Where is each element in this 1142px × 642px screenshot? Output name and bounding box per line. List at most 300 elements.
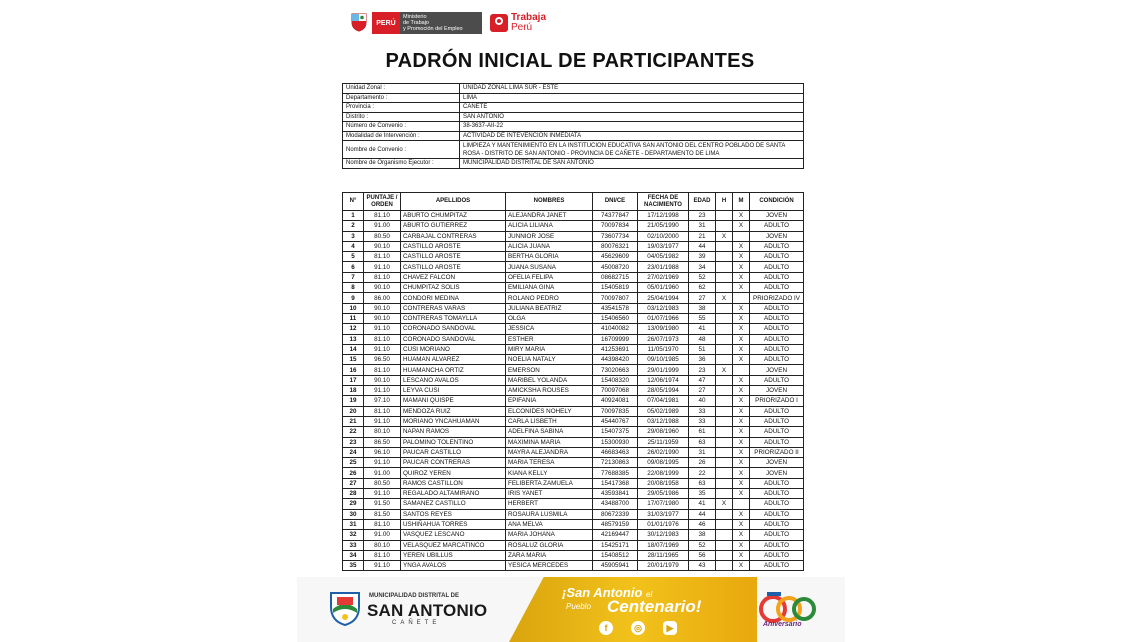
table-cell: 29/01/1999 bbox=[638, 365, 689, 375]
table-cell: MORIANO YNCAHUAMAN bbox=[401, 416, 506, 426]
table-cell bbox=[733, 499, 750, 509]
table-cell: X bbox=[733, 252, 750, 262]
table-cell: 08682715 bbox=[593, 272, 638, 282]
table-cell: 81.10 bbox=[364, 252, 401, 262]
table-cell bbox=[716, 344, 733, 354]
table-cell: 45629609 bbox=[593, 252, 638, 262]
table-cell: 81.10 bbox=[364, 519, 401, 529]
municipality-shield-icon bbox=[327, 589, 363, 627]
table-row bbox=[343, 283, 804, 293]
table-cell: ELCONIDES NOHELY bbox=[506, 406, 593, 416]
municipality-small-text: MUNICIPALIDAD DISTRITAL DE bbox=[369, 593, 459, 599]
table-cell: X bbox=[733, 550, 750, 560]
facebook-icon[interactable]: f bbox=[599, 621, 613, 635]
table-cell: 45905941 bbox=[593, 561, 638, 571]
table-cell: 80.10 bbox=[364, 540, 401, 550]
table-row bbox=[343, 447, 804, 457]
table-cell: 31 bbox=[689, 221, 716, 231]
table-cell bbox=[716, 313, 733, 323]
table-row bbox=[343, 231, 804, 241]
convenio-info-table bbox=[342, 83, 804, 169]
table-cell: CARBAJAL CONTRERAS bbox=[401, 231, 506, 241]
table-cell: ADULTO bbox=[750, 262, 804, 272]
table-row bbox=[343, 221, 804, 231]
table-cell: CHUMPITAZ SOLIS bbox=[401, 283, 506, 293]
table-cell: X bbox=[733, 416, 750, 426]
table-cell: 3 bbox=[343, 231, 364, 241]
table-cell: JOVEN bbox=[750, 468, 804, 478]
trabaja-line-1: Trabaja bbox=[511, 12, 547, 23]
table-cell: 38 bbox=[689, 530, 716, 540]
table-cell: CASTILLO AROSTE bbox=[401, 241, 506, 251]
table-cell: HUAMAN ALVAREZ bbox=[401, 355, 506, 365]
header-logos bbox=[348, 8, 808, 42]
table-cell: 90.10 bbox=[364, 313, 401, 323]
table-cell: 6 bbox=[343, 262, 364, 272]
table-cell: 80.50 bbox=[364, 478, 401, 488]
table-cell: 41253691 bbox=[593, 344, 638, 354]
table-cell: VELASQUEZ MARCATINCO bbox=[401, 540, 506, 550]
column-header: H bbox=[716, 193, 733, 211]
table-cell: 51 bbox=[689, 344, 716, 354]
table-cell: 91.10 bbox=[364, 386, 401, 396]
ministry-label bbox=[400, 12, 482, 34]
table-cell: X bbox=[733, 355, 750, 365]
table-cell: MAXIMINA MARIA bbox=[506, 437, 593, 447]
table-cell: PRIORIZADO II bbox=[750, 447, 804, 457]
table-cell: 81.10 bbox=[364, 272, 401, 282]
table-cell: 86.50 bbox=[364, 437, 401, 447]
table-cell: 41 bbox=[689, 499, 716, 509]
table-cell: 01/07/1966 bbox=[638, 313, 689, 323]
table-cell: HUAMANCHA ORTIZ bbox=[401, 365, 506, 375]
table-cell: 11 bbox=[343, 313, 364, 323]
info-row bbox=[343, 112, 804, 122]
table-cell: X bbox=[733, 519, 750, 529]
table-cell: 13 bbox=[343, 334, 364, 344]
table-cell: 33 bbox=[343, 540, 364, 550]
column-header: APELLIDOS bbox=[401, 193, 506, 211]
table-cell: X bbox=[733, 262, 750, 272]
table-cell: ZARA MARIA bbox=[506, 550, 593, 560]
table-cell: 8 bbox=[343, 283, 364, 293]
table-cell: 5 bbox=[343, 252, 364, 262]
table-cell: 81.50 bbox=[364, 509, 401, 519]
table-cell: 47 bbox=[689, 375, 716, 385]
table-cell bbox=[716, 375, 733, 385]
table-cell: LEYVA CUSI bbox=[401, 386, 506, 396]
table-cell: SAMANEZ CASTILLO bbox=[401, 499, 506, 509]
table-cell: 28 bbox=[343, 489, 364, 499]
table-cell: 97.10 bbox=[364, 396, 401, 406]
table-cell: 12 bbox=[343, 324, 364, 334]
table-cell: CARLA LISBETH bbox=[506, 416, 593, 426]
table-cell bbox=[716, 468, 733, 478]
table-cell bbox=[716, 221, 733, 231]
table-cell: 55 bbox=[689, 313, 716, 323]
table-cell: ADULTO bbox=[750, 416, 804, 426]
table-cell: 81.10 bbox=[364, 334, 401, 344]
trabaja-peru-text bbox=[511, 13, 546, 33]
table-cell: 46683463 bbox=[593, 447, 638, 457]
table-cell: 91.10 bbox=[364, 416, 401, 426]
slogan-line-1-text: ¡San Antonio bbox=[562, 585, 643, 600]
table-cell: ABURTO CHUMPITAZ bbox=[401, 211, 506, 221]
table-cell: JUNNIOR JOSE bbox=[506, 231, 593, 241]
trabaja-line-2: Perú bbox=[511, 22, 533, 33]
table-cell: 91.10 bbox=[364, 344, 401, 354]
table-cell: 26/02/1990 bbox=[638, 447, 689, 457]
table-cell: 43488700 bbox=[593, 499, 638, 509]
table-cell: 26/07/1973 bbox=[638, 334, 689, 344]
table-cell: 90.10 bbox=[364, 241, 401, 251]
table-cell: YESICA MERCEDES bbox=[506, 561, 593, 571]
info-row bbox=[343, 159, 804, 169]
table-cell: 73607734 bbox=[593, 231, 638, 241]
table-cell: 15408512 bbox=[593, 550, 638, 560]
table-row bbox=[343, 540, 804, 550]
info-value: LIMA bbox=[460, 93, 804, 103]
table-cell: 91.10 bbox=[364, 324, 401, 334]
table-row bbox=[343, 519, 804, 529]
table-cell: 90.10 bbox=[364, 303, 401, 313]
table-row bbox=[343, 355, 804, 365]
table-cell: X bbox=[733, 458, 750, 468]
table-cell: 20 bbox=[343, 406, 364, 416]
table-row bbox=[343, 386, 804, 396]
info-label: Nombre de Organismo Ejecutor : bbox=[343, 159, 460, 169]
table-cell: CORONADO SANDOVAL bbox=[401, 334, 506, 344]
table-cell: SANTOS REYES bbox=[401, 509, 506, 519]
table-cell: 15408320 bbox=[593, 375, 638, 385]
table-cell: JUANA SUSANA bbox=[506, 262, 593, 272]
table-cell: 15300930 bbox=[593, 437, 638, 447]
participants-table bbox=[342, 192, 804, 571]
table-cell: 80672339 bbox=[593, 509, 638, 519]
table-cell: 48579159 bbox=[593, 519, 638, 529]
table-cell: 81.10 bbox=[364, 406, 401, 416]
table-cell: ADULTO bbox=[750, 478, 804, 488]
table-cell: 05/01/1960 bbox=[638, 283, 689, 293]
table-cell: ALICIA JUANA bbox=[506, 241, 593, 251]
table-cell: X bbox=[733, 283, 750, 293]
table-cell: 16709999 bbox=[593, 334, 638, 344]
info-label: Número de Convenio : bbox=[343, 122, 460, 132]
info-row bbox=[343, 122, 804, 132]
table-cell: ADULTO bbox=[750, 550, 804, 560]
table-cell: 44 bbox=[689, 241, 716, 251]
table-cell bbox=[716, 241, 733, 251]
table-cell: X bbox=[733, 406, 750, 416]
table-cell: X bbox=[733, 447, 750, 457]
table-cell: JULIANA BEATRIZ bbox=[506, 303, 593, 313]
table-cell: 40 bbox=[689, 396, 716, 406]
footer-banner bbox=[297, 577, 845, 642]
youtube-icon[interactable]: ▶ bbox=[663, 621, 677, 635]
table-cell: X bbox=[733, 509, 750, 519]
table-cell: ALEJANDRA JANET bbox=[506, 211, 593, 221]
column-header: DNI/CE bbox=[593, 193, 638, 211]
column-header: EDAD bbox=[689, 193, 716, 211]
table-cell: X bbox=[733, 272, 750, 282]
table-cell: PALOMINO TOLENTINO bbox=[401, 437, 506, 447]
table-cell: CORONADO SANDOVAL bbox=[401, 324, 506, 334]
table-cell: 17/12/1998 bbox=[638, 211, 689, 221]
table-cell bbox=[716, 211, 733, 221]
table-cell: 81.10 bbox=[364, 211, 401, 221]
table-cell: 15417368 bbox=[593, 478, 638, 488]
table-cell: ADULTO bbox=[750, 283, 804, 293]
table-cell: EMERSON bbox=[506, 365, 593, 375]
table-cell: 91.10 bbox=[364, 561, 401, 571]
table-cell: 19 bbox=[343, 396, 364, 406]
table-cell: X bbox=[733, 375, 750, 385]
table-cell: ADULTO bbox=[750, 519, 804, 529]
table-cell: 23 bbox=[689, 365, 716, 375]
table-cell: 91.10 bbox=[364, 489, 401, 499]
table-cell: 62 bbox=[689, 283, 716, 293]
table-cell: X bbox=[733, 324, 750, 334]
table-cell: 31/03/1977 bbox=[638, 509, 689, 519]
table-cell: 30 bbox=[343, 509, 364, 519]
table-cell: 46 bbox=[689, 519, 716, 529]
info-value: LIMPIEZA Y MANTENIMIENTO EN LA INSTITUCION EDUCATIVA SAN ANTONIO DEL CENTRO POBLADO DE SANTA ROSA - DISTRITO DE SAN ANTONIO - PROVINCIA DE CAÑETE - DEPARTAMENTO DE LIMA bbox=[460, 141, 804, 159]
info-row bbox=[343, 141, 804, 159]
table-cell: 43 bbox=[689, 561, 716, 571]
table-cell: KIANA KELLY bbox=[506, 468, 593, 478]
table-cell: RAMOS CASTILLON bbox=[401, 478, 506, 488]
trabaja-peru-icon bbox=[490, 14, 508, 32]
table-cell: X bbox=[733, 468, 750, 478]
column-header: NOMBRES bbox=[506, 193, 593, 211]
table-cell: 21 bbox=[689, 231, 716, 241]
info-label: Departamento : bbox=[343, 93, 460, 103]
table-cell: X bbox=[733, 313, 750, 323]
table-cell: IRIS YANET bbox=[506, 489, 593, 499]
table-cell: MENDOZA RUIZ bbox=[401, 406, 506, 416]
table-cell: 45008720 bbox=[593, 262, 638, 272]
table-cell: 17 bbox=[343, 375, 364, 385]
table-cell: HERBERT bbox=[506, 499, 593, 509]
table-row bbox=[343, 396, 804, 406]
table-cell: 41 bbox=[689, 324, 716, 334]
table-cell: ADULTO bbox=[750, 344, 804, 354]
table-cell: 25/04/1994 bbox=[638, 293, 689, 303]
table-cell: ROLANO PEDRO bbox=[506, 293, 593, 303]
table-cell: X bbox=[733, 530, 750, 540]
table-cell: ADULTO bbox=[750, 561, 804, 571]
table-row bbox=[343, 252, 804, 262]
table-cell: YNGA AVALOS bbox=[401, 561, 506, 571]
table-cell bbox=[716, 355, 733, 365]
table-cell: 09/10/1985 bbox=[638, 355, 689, 365]
table-cell: 9 bbox=[343, 293, 364, 303]
table-cell: 19/03/1977 bbox=[638, 241, 689, 251]
table-cell: 10 bbox=[343, 303, 364, 313]
table-cell: 52 bbox=[689, 272, 716, 282]
table-cell: ADULTO bbox=[750, 427, 804, 437]
table-row bbox=[343, 313, 804, 323]
info-value: MUNICIPALIDAD DISTRITAL DE SAN ANTONIO bbox=[460, 159, 804, 169]
table-cell: MAMANI QUISPE bbox=[401, 396, 506, 406]
table-cell: 91.00 bbox=[364, 530, 401, 540]
table-cell: JOVEN bbox=[750, 458, 804, 468]
ministry-line-1: Ministerio bbox=[403, 14, 427, 20]
table-cell: 81.10 bbox=[364, 365, 401, 375]
trabaja-peru-logo bbox=[490, 10, 546, 36]
table-cell: 31 bbox=[343, 519, 364, 529]
column-header: CONDICIÓN bbox=[750, 193, 804, 211]
table-cell: 38 bbox=[689, 303, 716, 313]
table-cell: PAUCAR CONTRERAS bbox=[401, 458, 506, 468]
table-cell: 21 bbox=[343, 416, 364, 426]
instagram-icon[interactable]: ◎ bbox=[631, 621, 645, 635]
table-cell: X bbox=[733, 211, 750, 221]
table-cell: 1 bbox=[343, 211, 364, 221]
table-cell: 07/04/1981 bbox=[638, 396, 689, 406]
table-cell: ADULTO bbox=[750, 406, 804, 416]
table-cell: QUIROZ YEREN bbox=[401, 468, 506, 478]
table-cell: 03/12/1988 bbox=[638, 416, 689, 426]
table-cell: ADULTO bbox=[750, 375, 804, 385]
table-cell: 21/05/1990 bbox=[638, 221, 689, 231]
table-cell: X bbox=[733, 241, 750, 251]
table-cell bbox=[716, 519, 733, 529]
table-cell: 27/02/1969 bbox=[638, 272, 689, 282]
table-cell: 32 bbox=[343, 530, 364, 540]
table-cell: BERTHA GLORIA bbox=[506, 252, 593, 262]
table-cell bbox=[716, 272, 733, 282]
table-cell: CONTRERAS TOMAYLLA bbox=[401, 313, 506, 323]
info-label: Nombre de Convenio : bbox=[343, 141, 460, 159]
table-cell: 23/01/1988 bbox=[638, 262, 689, 272]
table-cell: 29 bbox=[343, 499, 364, 509]
table-cell: ANA MELVA bbox=[506, 519, 593, 529]
table-cell: X bbox=[733, 334, 750, 344]
table-cell: 41040082 bbox=[593, 324, 638, 334]
table-cell: JOVEN bbox=[750, 365, 804, 375]
table-cell: 72130863 bbox=[593, 458, 638, 468]
table-cell: 15407375 bbox=[593, 427, 638, 437]
table-cell: MAYRA ALEJANDRA bbox=[506, 447, 593, 457]
table-cell: 96.50 bbox=[364, 355, 401, 365]
table-cell: 35 bbox=[689, 489, 716, 499]
table-cell: 91.50 bbox=[364, 499, 401, 509]
table-row bbox=[343, 293, 804, 303]
table-cell bbox=[716, 262, 733, 272]
table-cell: 22 bbox=[343, 427, 364, 437]
table-cell bbox=[716, 540, 733, 550]
table-cell: MARIBEL YOLANDA bbox=[506, 375, 593, 385]
table-cell: X bbox=[716, 231, 733, 241]
table-cell: X bbox=[733, 561, 750, 571]
table-cell: 36 bbox=[689, 355, 716, 365]
table-cell: 40924081 bbox=[593, 396, 638, 406]
table-header-row bbox=[343, 193, 804, 211]
table-cell: 02/10/2000 bbox=[638, 231, 689, 241]
table-cell: 01/01/1976 bbox=[638, 519, 689, 529]
table-cell: X bbox=[733, 344, 750, 354]
table-cell: 73020663 bbox=[593, 365, 638, 375]
table-cell: 20/01/1979 bbox=[638, 561, 689, 571]
table-cell: 23 bbox=[343, 437, 364, 447]
table-row bbox=[343, 334, 804, 344]
table-cell: 27 bbox=[343, 478, 364, 488]
table-cell: PAUCAR CASTILLO bbox=[401, 447, 506, 457]
table-cell: 12/06/1974 bbox=[638, 375, 689, 385]
table-cell bbox=[716, 303, 733, 313]
table-cell: 48 bbox=[689, 334, 716, 344]
table-cell: 96.10 bbox=[364, 447, 401, 457]
table-row bbox=[343, 458, 804, 468]
table-cell: ADULTO bbox=[750, 272, 804, 282]
table-cell: 11/05/1970 bbox=[638, 344, 689, 354]
table-row bbox=[343, 262, 804, 272]
table-cell bbox=[716, 416, 733, 426]
municipality-name: SAN ANTONIO bbox=[367, 601, 488, 620]
column-header: FECHA DE NACIMIENTO bbox=[638, 193, 689, 211]
table-cell: CUSI MORIANO bbox=[401, 344, 506, 354]
table-cell: 15406560 bbox=[593, 313, 638, 323]
table-cell: ABURTO GUTIERREZ bbox=[401, 221, 506, 231]
table-cell: PRIORIZADO IV bbox=[750, 293, 804, 303]
table-cell: 05/02/1989 bbox=[638, 406, 689, 416]
peru-label: PERÚ bbox=[372, 12, 400, 34]
table-cell: 26 bbox=[689, 458, 716, 468]
table-cell bbox=[716, 406, 733, 416]
table-cell: 77688385 bbox=[593, 468, 638, 478]
table-cell: JOVEN bbox=[750, 211, 804, 221]
table-cell: X bbox=[716, 499, 733, 509]
table-cell: 63 bbox=[689, 478, 716, 488]
table-cell: 7 bbox=[343, 272, 364, 282]
table-cell: 24 bbox=[343, 447, 364, 457]
info-label: Modalidad de Intervención : bbox=[343, 131, 460, 141]
table-cell: ADULTO bbox=[750, 241, 804, 251]
table-row bbox=[343, 303, 804, 313]
table-cell: ADULTO bbox=[750, 221, 804, 231]
table-cell: 44398420 bbox=[593, 355, 638, 365]
table-cell: ADULTO bbox=[750, 355, 804, 365]
table-cell: 91.00 bbox=[364, 221, 401, 231]
table-cell bbox=[716, 458, 733, 468]
table-cell: NAPAN RAMOS bbox=[401, 427, 506, 437]
table-cell: 29/08/1960 bbox=[638, 427, 689, 437]
table-cell bbox=[716, 561, 733, 571]
table-cell bbox=[716, 530, 733, 540]
ministry-line-3: y Promoción del Empleo bbox=[403, 26, 463, 32]
table-row bbox=[343, 365, 804, 375]
table-cell: JOVEN bbox=[750, 231, 804, 241]
column-header: M bbox=[733, 193, 750, 211]
table-cell: 23 bbox=[689, 211, 716, 221]
table-cell: ADULTO bbox=[750, 509, 804, 519]
table-row bbox=[343, 344, 804, 354]
table-row bbox=[343, 499, 804, 509]
table-cell: X bbox=[733, 427, 750, 437]
table-cell bbox=[716, 509, 733, 519]
table-cell: ALICIA LILIANA bbox=[506, 221, 593, 231]
table-cell: JOVEN bbox=[750, 386, 804, 396]
table-cell: 42169447 bbox=[593, 530, 638, 540]
table-cell: 90.10 bbox=[364, 283, 401, 293]
table-row bbox=[343, 241, 804, 251]
slogan-pueblo: Pueblo bbox=[566, 602, 591, 611]
table-cell: VASQUEZ LESCANO bbox=[401, 530, 506, 540]
table-cell: OLGA bbox=[506, 313, 593, 323]
table-cell: EMILIANA GINA bbox=[506, 283, 593, 293]
table-cell: 63 bbox=[689, 437, 716, 447]
